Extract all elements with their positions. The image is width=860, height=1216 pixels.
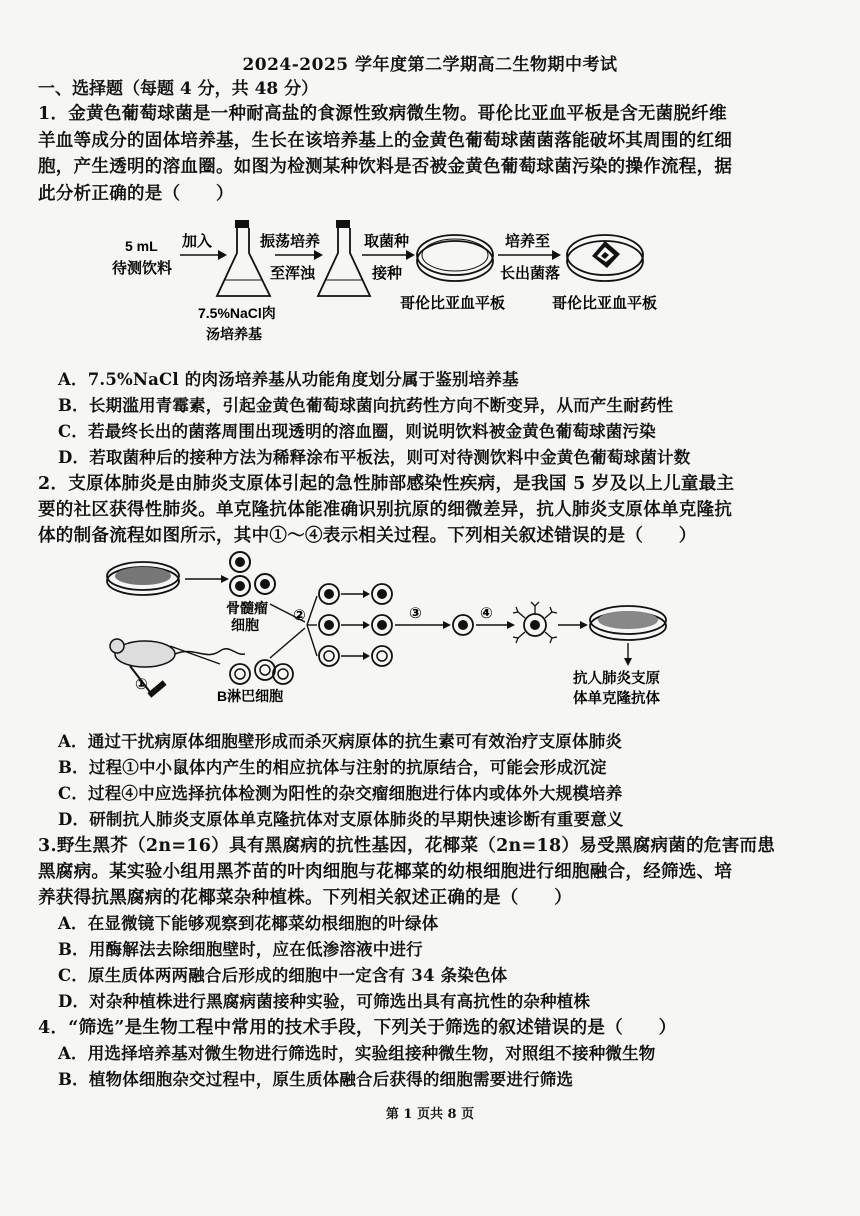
- take-label-line2: 接种: [372, 265, 403, 282]
- culture-label-line1: 培养至: [505, 233, 551, 250]
- step2-label: ②: [293, 607, 306, 624]
- page-number: 第 1 页共 8 页: [385, 1107, 475, 1122]
- sample-volume-label: 5 mL: [125, 238, 158, 254]
- q3-stem-line: 养获得抗黑腐病的花椰菜杂种植株。下列相关叙述正确的是（ ）: [38, 888, 572, 908]
- add-label: 加入: [182, 233, 213, 250]
- fused-cell-icon: [319, 584, 339, 666]
- b-lymphocyte-icon: [230, 660, 293, 684]
- petri-dish-icon: [417, 235, 493, 281]
- step3-label: ③: [409, 605, 422, 622]
- culture-dish-icon: [590, 606, 666, 640]
- q4-option-a: A．用选择培养基对微生物进行筛选时，实验组接种微生物，对照组不接种微生物: [58, 1044, 656, 1063]
- erlenmeyer-flask-icon: [318, 220, 370, 296]
- q2-option-d: D．研制抗人肺炎支原体单克隆抗体对支原体肺炎的早期快速诊断有重要意义: [58, 810, 624, 829]
- q1-option-c: C．若最终长出的菌落周围出现透明的溶血圈，则说明饮料被金黄色葡萄球菌污染: [58, 422, 656, 441]
- arrow-culture-head: [552, 250, 561, 260]
- broth-label-line1: 7.5%NaCl肉: [198, 305, 276, 321]
- q1-flow-diagram: [100, 208, 700, 358]
- broth-label-line2: 汤培养基: [206, 326, 262, 342]
- q4-stem-line: 4．“筛选”是生物工程中常用的技术手段，下列关于筛选的叙述错误的是（ ）: [38, 1018, 677, 1038]
- culture-dish-icon: [107, 562, 179, 595]
- q3-option-c: C．原生质体两两融合后形成的细胞中一定含有 34 条染色体: [58, 966, 508, 985]
- arrow-shake-head: [314, 250, 323, 260]
- q3-option-b: B．用酶解法去除细胞壁时，应在低渗溶液中进行: [58, 940, 423, 959]
- step4-label: ④: [480, 605, 493, 622]
- culture-label-line2: 长出菌落: [500, 265, 561, 282]
- take-label-line1: 取菌种: [364, 233, 410, 250]
- q2-stem-line: 要的社区获得性肺炎。单克隆抗体能准确识别抗原的细微差异，抗人肺炎支原体单克隆抗: [38, 500, 733, 520]
- b-cell-label: B淋巴细胞: [217, 688, 284, 704]
- hybrid-cell-icon: [372, 584, 392, 666]
- section-heading: 一、选择题（每题 4 分，共 48 分）: [38, 79, 319, 99]
- q2-option-b: B．过程①中小鼠体内产生的相应抗体与注射的抗原结合，可能会形成沉淀: [58, 758, 607, 777]
- shake-label-line1: 振荡培养: [260, 233, 321, 250]
- q2-stem-line: 2．支原体肺炎是由肺炎支原体引起的急性肺部感染性疾病，是我国 5 岁及以上儿童最主: [38, 474, 735, 494]
- q1-option-a: A．7.5%NaCl 的肉汤培养基从功能角度划分属于鉴别培养基: [58, 370, 519, 389]
- myeloma-label-line2: 细胞: [231, 617, 259, 633]
- q1-stem-line: 此分析正确的是（ ）: [38, 184, 234, 204]
- q3-stem-line: 黑腐病。某实验小组用黑芥苗的叶肉细胞与花椰菜的幼根细胞进行细胞融合，经筛选、培: [38, 862, 733, 882]
- selected-hybridoma-icon: [453, 615, 473, 635]
- q1-option-d: D．若取菌种后的接种方法为稀释涂布平板法，则可对待测饮料中金黄色葡萄球菌计数: [58, 448, 691, 467]
- step1-label: ①: [135, 676, 148, 693]
- product-label-line2: 体单克隆抗体: [573, 691, 660, 707]
- sample-drink-label: 待测饮料: [112, 260, 173, 277]
- page-title: 2024-2025 学年度第二学期高二生物期中考试: [242, 55, 618, 75]
- plate1-label: 哥伦比亚血平板: [400, 295, 506, 312]
- q1-stem-line: 羊血等成分的固体培养基，生长在该培养基上的金黄色葡萄球菌菌落能破坏其周围的红细: [38, 131, 733, 151]
- q2-stem-line: 体的制备流程如图所示，其中①～④表示相关过程。下列相关叙述错误的是（ ）: [38, 526, 697, 546]
- myeloma-cell-icon: [230, 552, 275, 596]
- q1-option-b: B．长期滥用青霉素，引起金黄色葡萄球菌向抗药性方向不断变异，从而产生耐药性: [58, 396, 674, 415]
- q2-antibody-diagram: [95, 546, 695, 716]
- q2-option-c: C．过程④中应选择抗体检测为阳性的杂交瘤细胞进行体内或体外大规模培养: [58, 784, 623, 803]
- myeloma-label-line1: 骨髓瘤: [226, 600, 268, 616]
- erlenmeyer-flask-icon: [217, 220, 270, 296]
- q1-stem-line: 1．金黄色葡萄球菌是一种耐高盐的食源性致病微生物。哥伦比亚血平板是含无菌脱纤维: [38, 104, 727, 124]
- arrow-add-head: [218, 250, 227, 260]
- plate2-label: 哥伦比亚血平板: [552, 295, 658, 312]
- petri-dish-colonies-icon: [567, 235, 643, 281]
- antibody-secreting-cell-icon: [513, 602, 557, 643]
- q4-option-b: B．植物体细胞杂交过程中，原生质体融合后获得的细胞需要进行筛选: [58, 1070, 574, 1089]
- product-label-line1: 抗人肺炎支原: [573, 671, 660, 687]
- q1-stem-line: 胞，产生透明的溶血圈。如图为检测某种饮料是否被金黄色葡萄球菌污染的操作流程，据: [38, 157, 733, 177]
- q3-option-a: A．在显微镜下能够观察到花椰菜幼根细胞的叶绿体: [58, 914, 439, 933]
- shake-label-line2: 至浑浊: [270, 265, 316, 282]
- q2-option-a: A．通过干扰病原体细胞壁形成而杀灭病原体的抗生素可有效治疗支原体肺炎: [58, 732, 623, 751]
- q3-option-d: D．对杂种植株进行黑腐病菌接种实验，可筛选出具有高抗性的杂种植株: [58, 992, 591, 1011]
- arrow-inoculate-head: [406, 250, 415, 260]
- q3-stem-line: 3.野生黑芥（2n=16）具有黑腐病的抗性基因，花椰菜（2n=18）易受黑腐病菌的危害而患: [38, 836, 776, 856]
